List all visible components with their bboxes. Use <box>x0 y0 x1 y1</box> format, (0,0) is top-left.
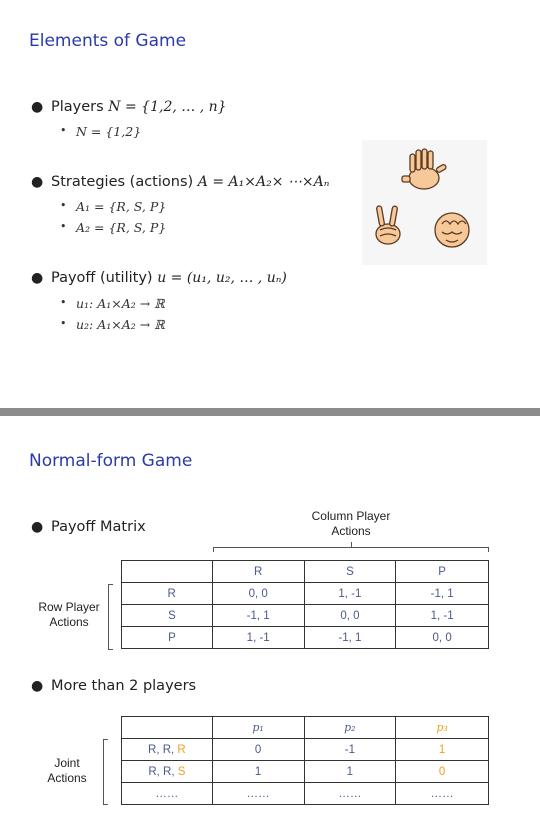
header-cell: P <box>396 561 489 583</box>
players-math: N = {1,2, … , n} <box>108 99 227 115</box>
strategies-sub-2: • A₂ = {R, S, P} <box>60 220 167 235</box>
strategies-label: Strategies (actions) <box>51 174 198 190</box>
joint-actions-table <box>121 716 489 805</box>
header-cell: p₁ <box>212 717 304 739</box>
header-cell: S <box>304 561 396 583</box>
slide-title: Normal-form Game <box>29 451 193 471</box>
table-row: R, R, S 1 1 0 <box>122 761 489 783</box>
paper-hand-icon <box>402 149 447 189</box>
payoff-matrix-bullet: ● Payoff Matrix <box>31 519 146 535</box>
table-row: R, R, R 0 -1 1 <box>122 739 489 761</box>
slide-divider <box>0 408 540 416</box>
players-bullet <box>31 99 227 115</box>
header-cell: R <box>212 561 304 583</box>
header-cell: p₂ <box>304 717 396 739</box>
strategies-math: A = A₁×A₂× ⋯×Aₙ <box>197 174 330 190</box>
bullet-dot: ● <box>31 174 44 190</box>
strategies-bullet <box>31 174 330 190</box>
header-cell: p₃ <box>396 717 489 739</box>
table-row: P 1, -1 -1, 1 0, 0 <box>122 627 489 649</box>
payoff-math: u = (u₁, u₂, … , uₙ) <box>157 270 287 286</box>
rock-hand-icon <box>435 213 469 247</box>
payoff-sub-2: • u₂: A₁×A₂ → ℝ <box>60 317 165 332</box>
bullet-dot: ● <box>31 99 44 115</box>
joint-actions-label: Joint Actions <box>47 756 87 785</box>
row-player-label: Row Player Actions <box>38 600 100 629</box>
rock-paper-scissors-illustration <box>362 140 487 265</box>
column-player-label: Column Player Actions <box>311 509 391 538</box>
scissors-hand-icon <box>376 206 400 244</box>
column-bracket <box>213 547 489 552</box>
table-row: S -1, 1 0, 0 1, -1 <box>122 605 489 627</box>
players-label: Players <box>51 99 109 115</box>
strategies-sub-1: • A₁ = {R, S, P} <box>60 199 167 214</box>
row-bracket <box>108 584 109 650</box>
bullet-dot: ● <box>31 270 44 286</box>
table-header-row <box>122 561 489 583</box>
table-row: R 0, 0 1, -1 -1, 1 <box>122 583 489 605</box>
column-bracket-tick <box>351 542 352 547</box>
slide-title: Elements of Game <box>29 31 187 51</box>
payoff-bullet <box>31 270 287 286</box>
payoff-sub-1: • u₁: A₁×A₂ → ℝ <box>60 296 165 311</box>
slide-elements-of-game <box>0 0 540 408</box>
payoff-matrix-table <box>121 560 489 649</box>
players-sub: • N = {1,2} <box>60 124 142 139</box>
table-header-row <box>122 717 489 739</box>
payoff-label: Payoff (utility) <box>51 270 158 286</box>
more-players-bullet: ● More than 2 players <box>31 678 197 694</box>
slide-normal-form-game <box>0 416 540 825</box>
bullet-dot: ● <box>31 678 44 694</box>
table-row: …… …… …… …… <box>122 783 489 805</box>
joint-bracket <box>103 739 104 805</box>
bullet-dot: ● <box>31 519 44 535</box>
